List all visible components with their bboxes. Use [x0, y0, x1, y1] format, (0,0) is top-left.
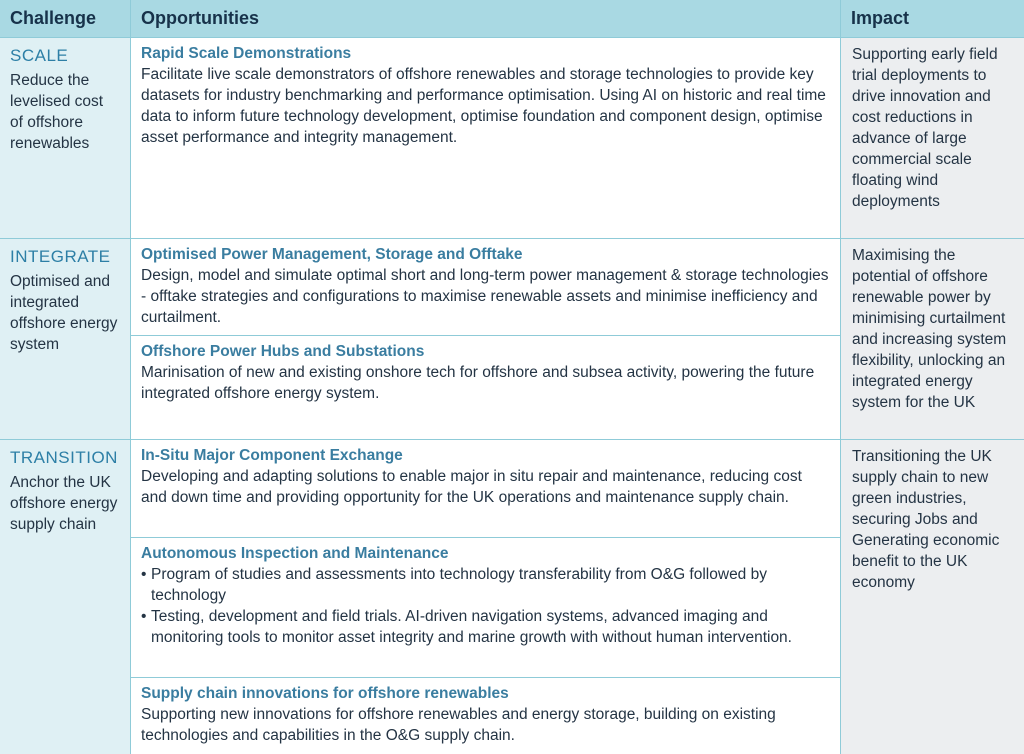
opportunity-item	[131, 678, 840, 746]
opportunity-title: Autonomous Inspection and Maintenance	[141, 545, 449, 562]
opportunity-item	[131, 38, 840, 148]
challenge-scale	[0, 38, 131, 239]
header-opportunities: Opportunities	[131, 0, 841, 38]
opportunity-title: In-Situ Major Component Exchange	[141, 447, 403, 464]
opportunity-item	[131, 239, 840, 336]
impact-transition	[841, 440, 1024, 754]
opportunity-title: Offshore Power Hubs and Substations	[141, 343, 425, 360]
challenge-description: Optimised and integrated offshore energy system	[10, 273, 118, 353]
opportunities-scale	[131, 38, 841, 239]
opportunity-description: Developing and adapting solutions to enable major in situ repair and maintenance, reducing cost and down time and providing opportunity for the UK operations and maintenance supply chain.	[141, 468, 802, 506]
header-impact: Impact	[841, 0, 1024, 38]
opportunity-description: Marinisation of new and existing onshore tech for offshore and subsea activity, powering the future integrated offshore energy system.	[141, 364, 815, 402]
opportunity-description: Design, model and simulate optimal short and long-term power management & storage technologies - offtake strategies and configurations to maximise renewable assets and minimise inefficiency and curtailment.	[141, 267, 829, 326]
bullet-item: • Program of studies and assessments into technology transferability from O&G followed by technology	[141, 564, 830, 606]
opportunities-integrate	[131, 239, 841, 440]
challenge-title: TRANSITION	[10, 448, 118, 467]
impact-scale	[841, 38, 1024, 239]
challenge-description: Anchor the UK offshore energy supply chain	[10, 474, 118, 533]
challenge-integrate	[0, 239, 131, 440]
opportunity-bullets	[141, 564, 830, 648]
impact-text: Transitioning the UK supply chain to new green industries, securing Jobs and Generating economic benefit to the UK economy	[852, 448, 1000, 591]
opportunity-title: Optimised Power Management, Storage and Offtake	[141, 246, 523, 263]
challenge-title: INTEGRATE	[10, 247, 111, 266]
opportunity-item	[131, 440, 840, 538]
challenge-title: SCALE	[10, 46, 69, 65]
header-challenge: Challenge	[0, 0, 131, 38]
impact-text: Supporting early field trial deployments to drive innovation and cost reductions in advance of large commercial scale floating wind deployments	[852, 46, 998, 210]
opportunity-item	[131, 336, 840, 404]
challenge-description: Reduce the levelised cost of offshore renewables	[10, 72, 104, 152]
opportunities-transition	[131, 440, 841, 754]
opportunity-title: Rapid Scale Demonstrations	[141, 45, 352, 62]
opportunity-description: Supporting new innovations for offshore renewables and energy storage, building on existing technologies and capabilities in the O&G supply chain.	[141, 706, 776, 744]
challenge-transition	[0, 440, 131, 754]
impact-text: Maximising the potential of offshore renewable power by minimising curtailment and increasing system flexibility, unlocking an integrated energy system for the UK	[852, 247, 1007, 411]
opportunity-title: Supply chain innovations for offshore renewables	[141, 685, 509, 702]
bullet-item: • Testing, development and field trials. AI-driven navigation systems, advanced imaging and monitoring tools to monitor asset integrity and marine growth with without human intervention.	[141, 606, 830, 648]
opportunity-item	[131, 538, 840, 678]
opportunity-description: Facilitate live scale demonstrators of offshore renewables and storage technologies to provide key datasets for industry benchmarking and performance optimisation. Using AI on historic and real time data to inform future technology development, optimise foundation and component design, optimise asset performance and integrity management.	[141, 66, 826, 146]
impact-integrate	[841, 239, 1024, 440]
